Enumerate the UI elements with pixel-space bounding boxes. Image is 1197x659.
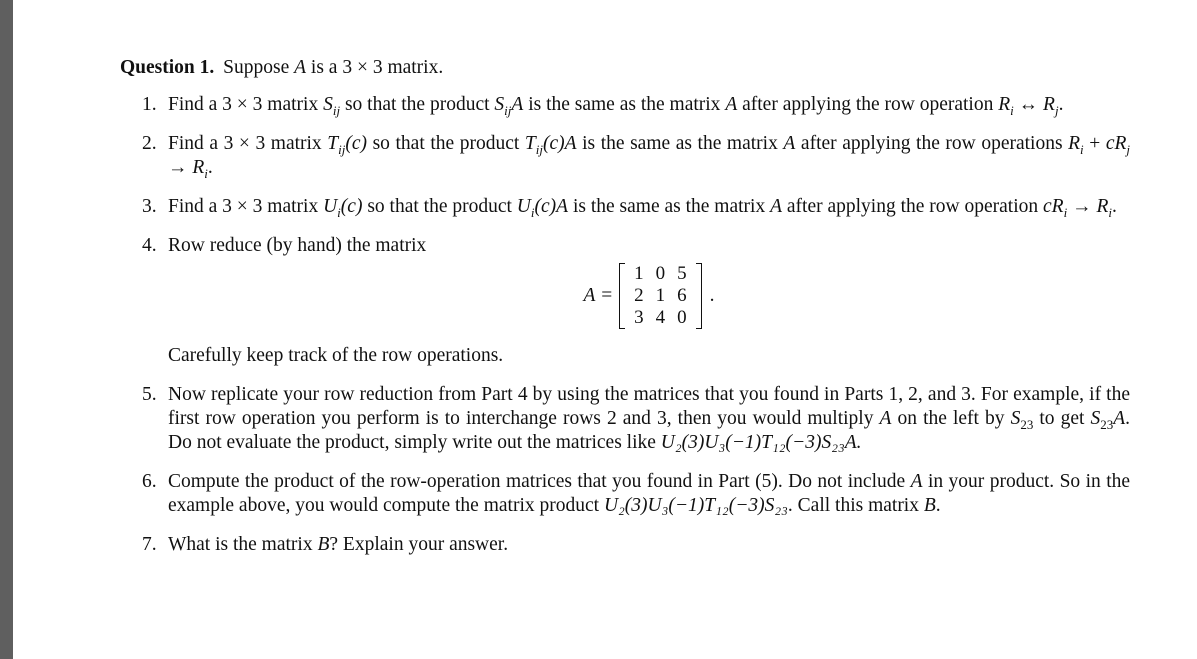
- matrix-cell: 0: [655, 263, 666, 284]
- window-left-edge: [0, 0, 13, 659]
- matrix-cell: 1: [634, 263, 644, 284]
- matrix-row: [628, 263, 693, 285]
- list-item-6: 6. Compute the product of the row-operation matrices that you found in Part (5). Do not include A in your product. So in the example above, you would compute the matrix product U₂(3)U₃(−1)T₁₂(−3)S₂₃. Call this matrix B.: [142, 471, 1131, 516]
- example-expression: U₂(3)U₃(−1)T₁₂(−3)S₂₃A.: [660, 432, 862, 453]
- list-item-3: 3. Find a 3 × 3 matrix $U_i(c)$ so that the product $U_i(c)A$ is the same as the matrix A after applying the row operation $cR_i \to R_i$.: [142, 196, 1117, 220]
- matrix-cell: 4: [655, 307, 666, 328]
- matrix-cell: 2: [634, 285, 644, 306]
- matrix-a: [619, 263, 702, 329]
- list-item-7: 7. What is the matrix B? Explain your answer.: [142, 534, 509, 555]
- document-page: [120, 56, 1130, 572]
- matrix-cell: 1: [655, 285, 666, 306]
- list-item-1: 1. Find a 3 × 3 matrix $S_{ij}$ so that the product $S_{ij}A$ is the same as the matrix A after applying the row operation $R_i$ ↔ $R_j$.: [142, 94, 1064, 118]
- item-number: 4.: [142, 235, 157, 256]
- item-number: 5.: [142, 384, 157, 405]
- question-label: Question 1.: [120, 57, 215, 78]
- list-item-4: 4. Row reduce (by hand) the matrix: [142, 235, 427, 256]
- list-item-2: 2. Find a 3 × 3 matrix $T_{ij}(c)$ so that the product $T_{ij}(c)A$ is the same as the matrix A after applying the row operations $R_i + cR_j \to R_i$.: [142, 133, 1131, 181]
- item-number: 1.: [142, 94, 157, 115]
- matrix-display: [120, 260, 1130, 332]
- matrix-end-period: .: [709, 285, 715, 306]
- item-number: 3.: [142, 196, 157, 217]
- item-number: 7.: [142, 534, 157, 555]
- matrix-cell: 0: [677, 307, 687, 328]
- matrix-cell: 5: [677, 263, 687, 284]
- matrix-row: [628, 307, 693, 329]
- matrix-cell: 3: [634, 307, 644, 328]
- question-heading: Question 1. Suppose A is a 3 × 3 matrix.: [120, 57, 444, 78]
- matrix-row: [628, 285, 693, 307]
- list-item-5: 5. Now replicate your row reduction from Part 4 by using the matrices that you found in Parts 1, 2, and 3. For example, if the first row operation you perform is to interchange rows 2 and 3, then you would multiply A on the left by $S_{23}$ to get $S_{23}A$. Do not evaluate the product, simply write out the matrices like U₂(3)U₃(−1)T₁₂(−3)S₂₃A.: [142, 384, 1131, 453]
- matrix-cell: 6: [677, 285, 687, 306]
- list-item-4-note: Carefully keep track of the row operations.: [168, 345, 504, 366]
- item-number: 6.: [142, 471, 157, 492]
- matrix-lhs: A =: [583, 285, 614, 306]
- product-expression: U₂(3)U₃(−1)T₁₂(−3)S₂₃: [603, 495, 788, 516]
- item-number: 2.: [142, 133, 157, 154]
